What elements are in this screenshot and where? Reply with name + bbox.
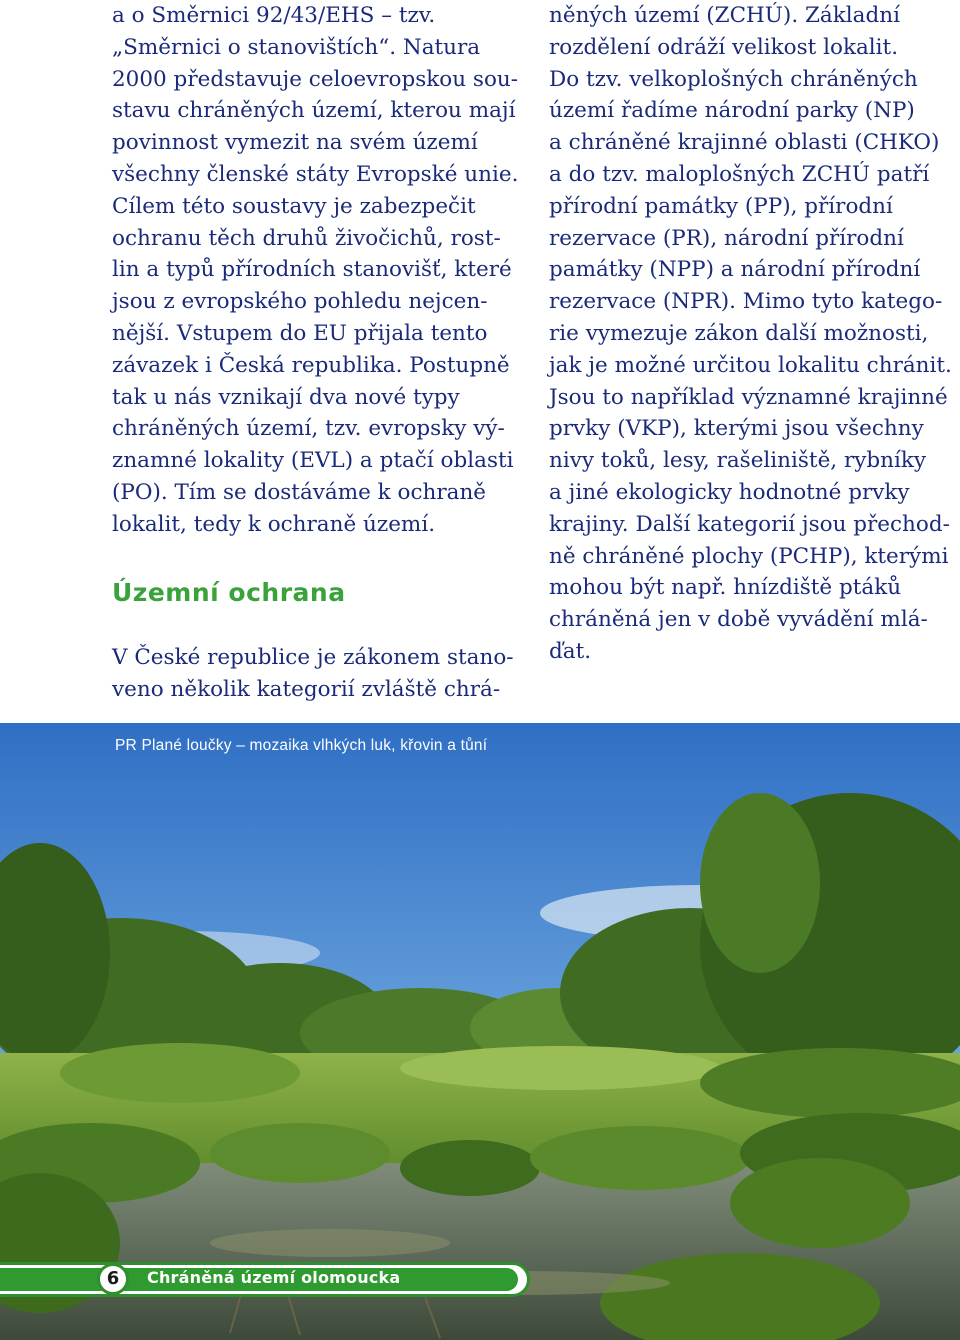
- text-line: rozdělení odráží velikost lokalit.: [549, 34, 899, 60]
- text-line: Cílem této soustavy je zabezpečit: [112, 193, 476, 219]
- text-line: rezervace (PR), národní přírodní: [549, 225, 904, 251]
- text-line: 2000 představuje celoevropskou sou-: [112, 66, 519, 92]
- left-column-text: [112, 0, 522, 541]
- text-line: nější. Vstupem do EU přijala tento: [112, 320, 488, 346]
- page-number: 6: [97, 1263, 129, 1295]
- text-line: „Směrnici o stanovištích“. Natura: [112, 34, 481, 60]
- text-line: ně chráněné plochy (PCHP), kterými: [549, 543, 949, 569]
- text-line: stavu chráněných území, kterou mají: [112, 98, 516, 124]
- text-line: závazek i Česká republika. Postupně: [112, 352, 510, 378]
- section-line: V České republice je zákonem stano-: [112, 645, 514, 670]
- text-line: a do tzv. maloplošných ZCHÚ patří: [549, 161, 930, 187]
- text-line: prvky (VKP), kterými jsou všechny: [549, 416, 924, 442]
- text-line: nivy toků, lesy, rašeliniště, rybníky: [549, 448, 927, 474]
- text-line: Jsou to například významné krajinné: [549, 384, 948, 410]
- text-line: lokalit, tedy k ochraně území.: [112, 511, 436, 537]
- text-line: přírodní památky (PP), přírodní: [549, 193, 893, 219]
- text-line: jak je možné určitou lokalitu chránit.: [549, 352, 952, 378]
- text-line: území řadíme národní parky (NP): [549, 98, 915, 124]
- text-line: znamné lokality (EVL) a ptačí oblasti: [112, 448, 514, 474]
- text-line: (PO). Tím se dostáváme k ochraně: [112, 479, 487, 505]
- right-column-text: [549, 0, 959, 668]
- text-line: ďat.: [549, 638, 592, 664]
- text-line: chráněných území, tzv. evropsky vý-: [112, 416, 505, 442]
- text-line: památky (NPP) a národní přírodní: [549, 257, 921, 283]
- text-line: tak u nás vznikají dva nové typy: [112, 384, 460, 410]
- section-intro-text: [112, 642, 514, 706]
- text-line: lin a typů přírodních stanovišť, které: [112, 257, 512, 283]
- text-line: rie vymezuje zákon další možnosti,: [549, 320, 929, 346]
- footer-title: Chráněná území olomoucka: [147, 1268, 401, 1287]
- text-line: a o Směrnici 92/43/EHS – tzv.: [112, 3, 436, 28]
- section-heading: Územní ochrana: [112, 578, 346, 607]
- text-line: a chráněné krajinné oblasti (CHKO): [549, 130, 940, 156]
- text-line: a jiné ekologicky hodnotné prvky: [549, 479, 910, 505]
- text-line: něných území (ZCHÚ). Základní: [549, 3, 900, 28]
- landscape-photo: [0, 723, 960, 1340]
- text-line: povinnost vymezit na svém území: [112, 130, 478, 156]
- text-line: jsou z evropského pohledu nejcen-: [112, 289, 488, 315]
- text-line: mohou být např. hnízdiště ptáků: [549, 575, 902, 601]
- text-line: Do tzv. velkoplošných chráněných: [549, 66, 918, 92]
- text-line: ochranu těch druhů živočichů, rost-: [112, 225, 501, 251]
- photo-caption: PR Plané loučky – mozaika vlhkých luk, křovin a tůní: [115, 737, 488, 754]
- text-line: chráněná jen v době vyvádění mlá-: [549, 607, 928, 633]
- text-line: rezervace (NPR). Mimo tyto katego-: [549, 289, 943, 315]
- text-line: krajiny. Další kategorií jsou přechod-: [549, 511, 950, 537]
- section-line: veno několik kategorií zvláště chrá-: [112, 676, 501, 702]
- text-line: všechny členské státy Evropské unie.: [112, 161, 519, 187]
